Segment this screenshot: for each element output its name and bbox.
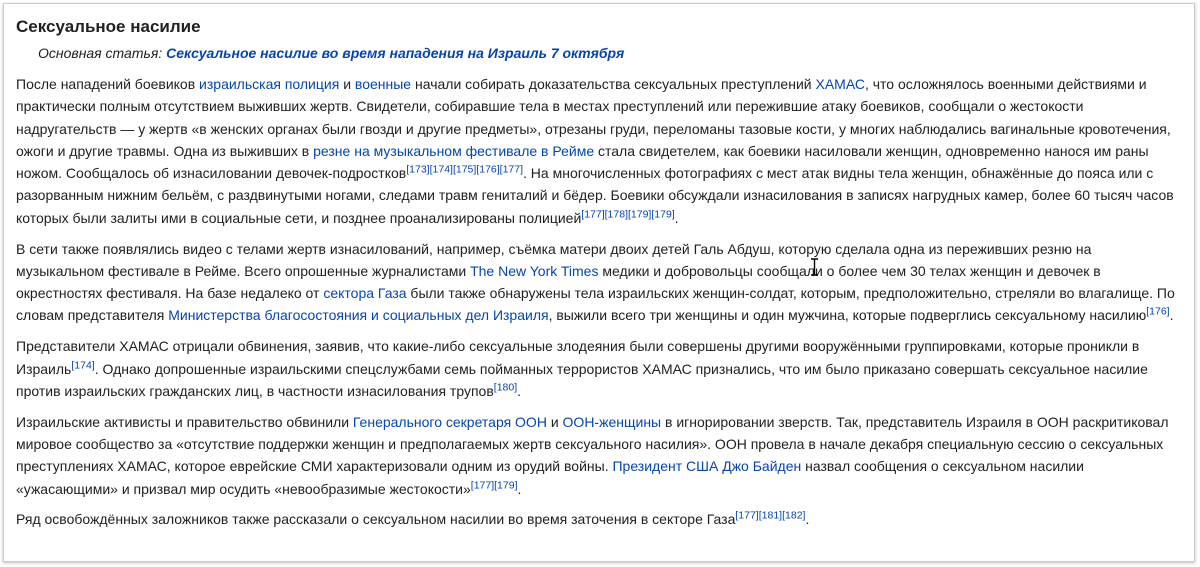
link-un-secretary-general[interactable]: Генерального секретаря ООН xyxy=(352,413,547,430)
p1-text: , что осложнялось военными действиями и практически полным отсутствием выживших жертв. Свидетели, собиравшие тела в местах преступлений или пережившие атаку боевиков, сообщали о жестокости надругательств — у жертв «в женских органах были гвозди и другие предметы», отрезаны груди, переломаны тазовые кости, у многих наблюдались вагинальные кровотечения, ожоги и другие травмы. Одна из выживших в xyxy=(16,76,1171,159)
link-nyt[interactable]: The New York Times xyxy=(470,262,599,279)
citation-link[interactable]: [176] xyxy=(476,163,500,176)
main-article-link[interactable]: Сексуальное насилие во время нападения на Израиль 7 октября xyxy=(166,45,625,61)
citation-link[interactable]: [179] xyxy=(651,208,675,221)
citation-ref xyxy=(406,164,523,176)
citation-ref xyxy=(735,510,805,522)
p1-text: . На многочисленных фотографиях с мест атак видны тела женщин, обнажённые до пояса или с разорванным нижним бельём, с раздвинутыми ногами, следами травм гениталий и бёдер. Боевики обсуждали изнасилования в записях нагрудных камер, более 60 тысяч часов которых были залиты ими в социальные сети, и позднее проанализированы полицией xyxy=(16,165,1174,226)
citation-link[interactable]: [179] xyxy=(628,208,652,221)
main-article-hatnote xyxy=(38,43,1182,64)
link-reim-massacre[interactable]: резне на музыкальном фестивале в Рейме xyxy=(313,142,595,159)
citation-link[interactable]: [180] xyxy=(493,381,518,394)
main-article-label: Основная статья: xyxy=(38,45,163,61)
p2-text: , выжили всего три женщины и один мужчина, которые подверглись сексуальному насилию xyxy=(548,307,1147,324)
citation-link[interactable]: [177] xyxy=(499,163,524,176)
p1-text: После нападений боевиков xyxy=(16,76,200,92)
p3-text: . Однако допрошенные израильскими спецслужбами семь пойманных террористов ХАМАС признались, что им было приказано совершать сексуальное насилие против израильских гражданских лиц, в частности изнасилования трупов xyxy=(16,360,1148,399)
p3-text: Представители ХАМАС отрицали обвинения, заявив, что какие-либо сексуальные злодеяния были совершены другими вооружёнными группировками, которые проникли в Израиль xyxy=(16,338,1140,377)
section-heading: Сексуальное насилие xyxy=(16,17,201,36)
p1-text: . xyxy=(674,209,679,226)
link-president-biden[interactable]: Президент США Джо Байден xyxy=(612,458,802,475)
p4-text: назвал сообщения о сексуальном насилии «ужасающими» и призвал мир осудить «невообразимые жестокости» xyxy=(16,458,1084,497)
citation-ref xyxy=(1146,306,1169,318)
citation-link[interactable]: [175] xyxy=(452,163,477,176)
paragraph-2 xyxy=(16,238,1182,327)
citation-link[interactable]: [173] xyxy=(406,163,430,176)
link-gaza-strip[interactable]: сектора Газа xyxy=(323,285,407,302)
article-content xyxy=(4,16,1194,531)
citation-link[interactable]: [177] xyxy=(735,509,759,522)
paragraph-5 xyxy=(16,508,1182,530)
p4-text: . xyxy=(517,480,522,497)
p1-text: начали собирать доказательства сексуальных преступлений xyxy=(411,76,816,92)
citation-ref xyxy=(581,208,674,220)
citation-link[interactable]: [174] xyxy=(429,163,453,176)
paragraph-3 xyxy=(16,335,1182,402)
citation-link[interactable]: [182] xyxy=(782,509,806,522)
citation-link[interactable]: [177] xyxy=(470,478,495,491)
p4-text: и xyxy=(546,413,563,430)
link-military[interactable]: военные xyxy=(354,76,412,92)
link-israel-police[interactable]: израильская полиция xyxy=(199,76,340,92)
p2-text: были также обнаружены тела израильских женщин-солдат, которым, предположительно, стреляли во влагалище. По словам представителя xyxy=(16,285,1175,324)
p5-text: Ряд освобождённых заложников также рассказали о сексуальном насилии во время заточения в секторе Газа xyxy=(16,511,736,528)
citation-link[interactable]: [177] xyxy=(581,208,605,221)
p4-text: Израильские активисты и правительство обвинили xyxy=(16,413,353,430)
link-welfare-ministry[interactable]: Министерства благосостояния и социальных дел Израиля xyxy=(168,307,549,324)
paragraph-4 xyxy=(16,411,1182,500)
p4-text: в игнорировании зверств. Так, представитель Израиля в ООН раскритиковал мировое сообщество за «отсутствие поддержки женщин и предполагаемых жертв сексуального насилия». ООН провела в начале декабря специальную сессию о сексуальных преступлениях ХАМАС, которое еврейские СМИ характеризовали одним из орудий войны. xyxy=(16,413,1169,475)
link-un-women[interactable]: ООН-женщины xyxy=(562,413,662,430)
p2-text: . xyxy=(1169,307,1174,324)
citation-link[interactable]: [176] xyxy=(1146,305,1170,318)
citation-ref xyxy=(471,479,518,491)
article-frame xyxy=(3,3,1195,562)
p2-text: В сети также появлялись видео с телами жертв изнасилований, например, съёмка матери двоих детей Галь Абдуш, которую сделала одна из переживших резню на музыкальном фестивале в Рейме. Всего опрошенные журналистами xyxy=(16,240,1092,279)
citation-ref xyxy=(71,359,94,371)
citation-link[interactable]: [174] xyxy=(71,358,95,371)
citation-link[interactable]: [178] xyxy=(604,208,628,221)
p3-text: . xyxy=(517,382,522,399)
p2-text: медики и добровольцы сообщали о более чем 30 телах женщин и девочек в окрестностях фестиваля. На базе недалеко от xyxy=(16,262,1101,302)
link-hamas[interactable]: ХАМАС xyxy=(815,76,865,92)
citation-link[interactable]: [179] xyxy=(494,478,518,491)
citation-ref xyxy=(494,381,517,393)
p1-text: и xyxy=(339,76,355,92)
citation-link[interactable]: [181] xyxy=(758,509,783,522)
p5-text: . xyxy=(805,511,810,528)
paragraph-1 xyxy=(16,73,1182,229)
p1-text: стала свидетелем, как боевики насиловали женщин, одновременно нанося им раны ножом. Сообщалось об изнасиловании девочек-подростков xyxy=(16,142,1149,182)
text-cursor-icon xyxy=(810,258,819,276)
